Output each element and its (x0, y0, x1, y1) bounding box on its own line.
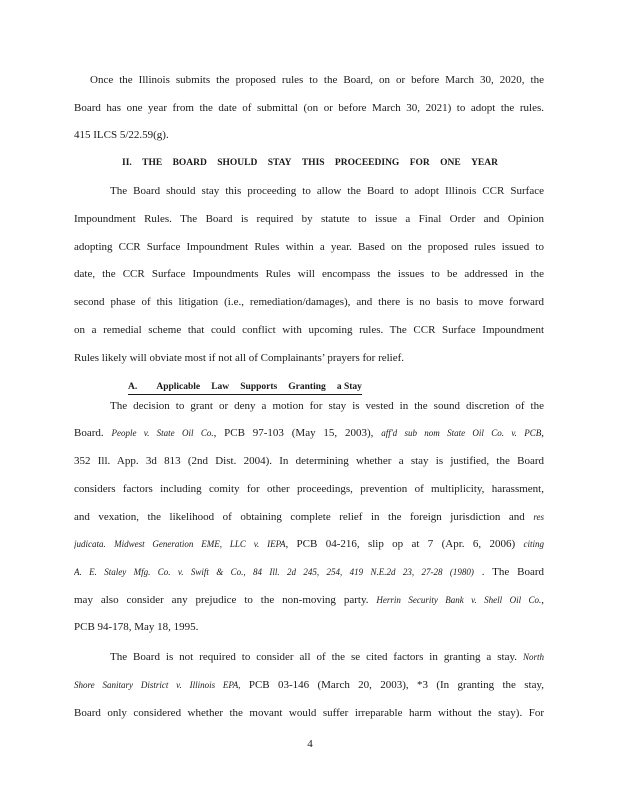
paragraph-line: on a remedial scheme that could conflict with upcoming rules. The CCR Surface Impoundment (74, 324, 544, 336)
case-citation: A. E. Staley Mfg. Co. v. Swift & Co., 84 Ill. 2d 245, 254, 419 N.E.2d 23, 27-28 (1980) (74, 567, 474, 577)
case-citation: Midwest Generation EME, LLC v. IEPA (114, 539, 286, 549)
case-citation: Herrin Security Bank v. Shell Oil Co. (376, 595, 542, 605)
case-citation: Shore Sanitary District v. Illinois EPA, (74, 680, 241, 690)
paragraph-line: and vexation, the likelihood of obtaining complete relief in the foreign jurisdiction and res (74, 511, 544, 523)
paragraph-line: Board only considered whether the movant would suffer irreparable harm without the stay). For (74, 707, 544, 719)
paragraph-line: The Board should stay this proceeding to allow the Board to adopt Illinois CCR Surface (110, 185, 544, 197)
paragraph-line: Once the Illinois submits the proposed rules to the Board, on or before March 30, 2020, the (90, 74, 544, 86)
paragraph-line: The Board is not required to consider all of the se cited factors in granting a stay. North (110, 651, 544, 663)
paragraph-line: Impoundment Rules. The Board is required by statute to issue a Final Order and Opinion (74, 213, 544, 225)
paragraph-line: Shore Sanitary District v. Illinois EPA, PCB 03-146 (March 20, 2003), *3 (In granting the stay, (74, 679, 544, 691)
paragraph-line: adopting CCR Surface Impoundment Rules within a year. Based on the proposed rules issued to (74, 241, 544, 253)
case-citation: North (523, 652, 544, 662)
case-citation: res (533, 512, 544, 522)
subsection-heading: A. Applicable Law Supports Granting a Stay (128, 380, 362, 395)
page-number: 4 (307, 738, 313, 750)
case-citation: aff'd sub nom State Oil Co. v. PCB (381, 428, 542, 438)
paragraph-line: Rules likely will obviate most if not all of Complainants’ prayers for relief. (74, 352, 405, 364)
section-heading: II. THE BOARD SHOULD STAY THIS PROCEEDING FOR ONE YEAR (122, 158, 498, 168)
paragraph-line: 352 Ill. App. 3d 813 (2nd Dist. 2004). In determining whether a stay is justified, the Board (74, 455, 544, 467)
paragraph-line: PCB 94-178, May 18, 1995. (74, 621, 199, 633)
paragraph-line: judicata. Midwest Generation EME, LLC v. IEPA, PCB 04-216, slip op at 7 (Apr. 6, 2006) citing (74, 538, 544, 550)
paragraph-line: Board. People v. State Oil Co., PCB 97-103 (May 15, 2003), aff'd sub nom State Oil Co. v. PCB, (74, 427, 544, 439)
case-citation: People v. State Oil Co. (111, 428, 214, 438)
paragraph-line: The decision to grant or deny a motion for stay is vested in the sound discretion of the (110, 400, 544, 412)
paragraph-line: A. E. Staley Mfg. Co. v. Swift & Co., 84 Ill. 2d 245, 254, 419 N.E.2d 23, 27-28 (1980) . The Board (74, 566, 544, 578)
paragraph-line: Board has one year from the date of submittal (on or before March 30, 2021) to adopt the rules. (74, 102, 544, 114)
paragraph-line: 415 ILCS 5/22.59(g). (74, 129, 169, 141)
paragraph-line: considers factors including comity for other proceedings, prevention of multiplicity, harassment, (74, 483, 544, 495)
paragraph-line: may also consider any prejudice to the non-moving party. Herrin Security Bank v. Shell Oil Co., (74, 594, 544, 606)
paragraph-line: date, the CCR Surface Impoundments Rules will encompass the issues to be addressed in the (74, 268, 544, 280)
paragraph-line: second phase of this litigation (i.e., remediation/damages), and there is no basis to move forward (74, 296, 544, 308)
